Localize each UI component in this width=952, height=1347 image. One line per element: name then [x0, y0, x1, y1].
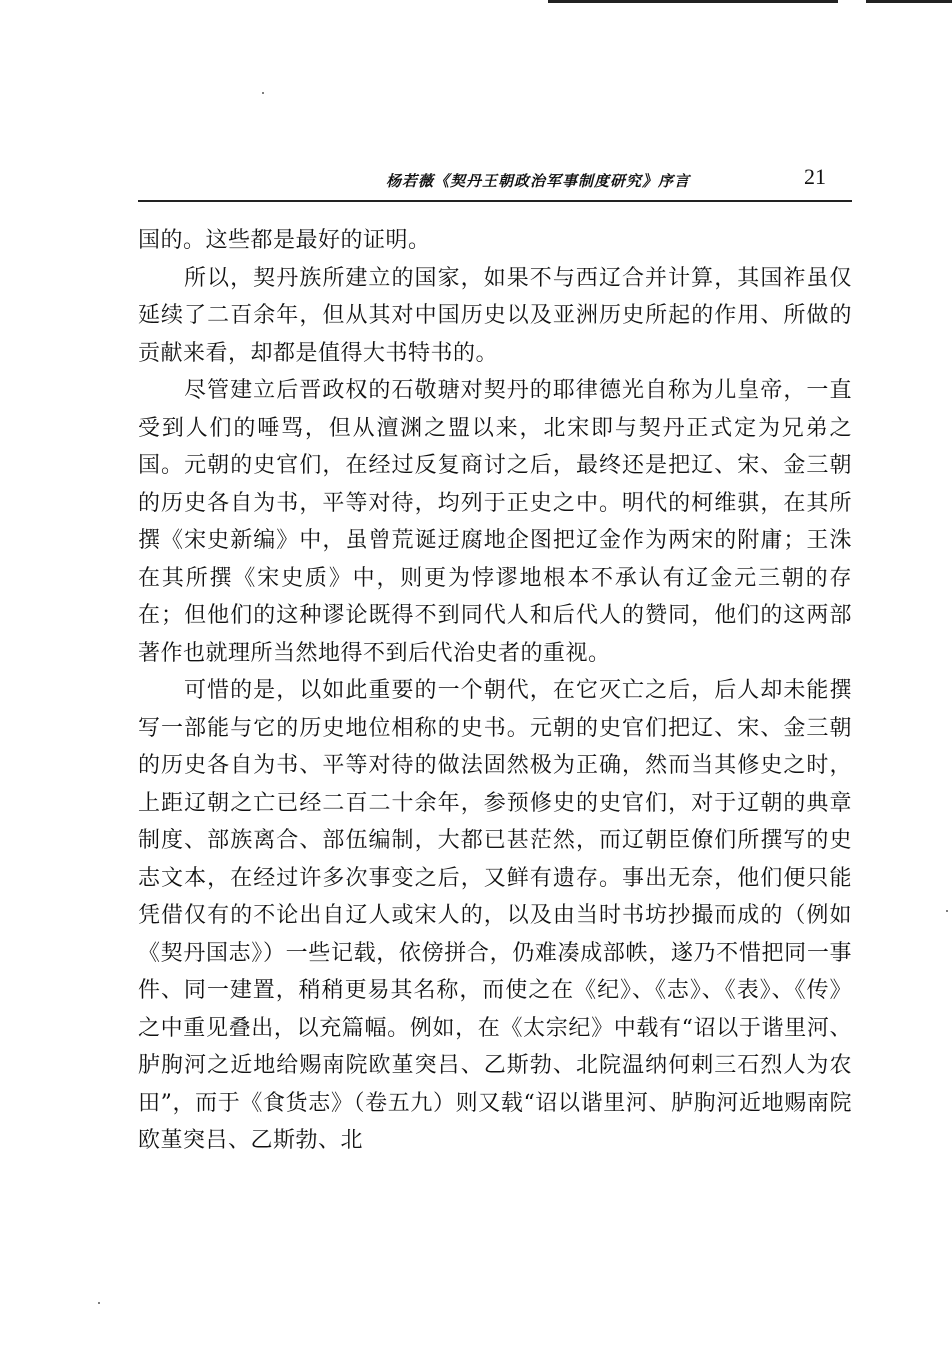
running-header-title: 杨若薇《契丹王朝政治军事制度研究》序言 [385, 172, 690, 190]
body-text [138, 222, 852, 1160]
paragraph-2: 所以，契丹族所建立的国家，如果不与西辽合并计算，其国祚虽仅延续了二百余年，但从其对中国历史以及亚洲历史所起的作用、所做的贡献来看，却都是值得大书特书的。 [138, 265, 852, 366]
paragraph-1: 国的。这些都是最好的证明。 [138, 228, 431, 253]
header-rule [138, 200, 852, 202]
scan-speck [946, 910, 948, 912]
running-header [138, 164, 852, 198]
paragraph-3: 尽管建立后晋政权的石敬瑭对契丹的耶律德光自称为儿皇帝，一直受到人们的唾骂，但从澶渊之盟以来，北宋即与契丹正式定为兄弟之国。元朝的史官们，在经过反复商讨之后，最终还是把辽、宋、金三朝的历史各自为书，平等对待，均列于正史之中。明代的柯维骐，在其所撰《宋史新编》中，虽曾荒诞迂腐地企图把辽金作为两宋的附庸；王洙在其所撰《宋史质》中，则更为悖谬地根本不承认有辽金元三朝的存在；但他们的这种谬论既得不到同代人和后代人的赞同，他们的这两部著作也就理所当然地得不到后代治史者的重视。 [138, 378, 852, 666]
page-number: 21 [804, 164, 826, 189]
scan-speck [98, 1302, 100, 1304]
paragraph-4: 可惜的是，以如此重要的一个朝代，在它灭亡之后，后人却未能撰写一部能与它的历史地位相称的史书。元朝的史官们把辽、宋、金三朝的历史各自为书、平等对待的做法固然极为正确，然而当其修史之时，上距辽朝之亡已经二百二十余年，参预修史的史官们，对于辽朝的典章制度、部族离合、部伍编制，大都已甚茫然，而辽朝臣僚们所撰写的史志文本，在经过许多次事变之后，又鲜有遗存。事出无奈，他们便只能凭借仅有的不论出自辽人或宋人的，以及由当时书坊抄撮而成的（例如《契丹国志》）一些记载，依傍拼合，仍难凑成部帙，遂乃不惜把同一事件、同一建置，稍稍更易其名称，而使之在《纪》、《志》、《表》、《传》之中重见叠出，以充篇幅。例如，在《太宗纪》中载有“诏以于谐里河、胪朐河之近地给赐南院欧堇突吕、乙斯勃、北院温纳何剌三石烈人为农田”，而于《食货志》（卷五九）则又载“诏以谐里河、胪朐河近地赐南院欧堇突吕、乙斯勃、北 [138, 678, 852, 1153]
scan-speck [262, 92, 264, 94]
top-edge-rule [548, 0, 838, 3]
top-edge-rule-right [866, 0, 952, 3]
